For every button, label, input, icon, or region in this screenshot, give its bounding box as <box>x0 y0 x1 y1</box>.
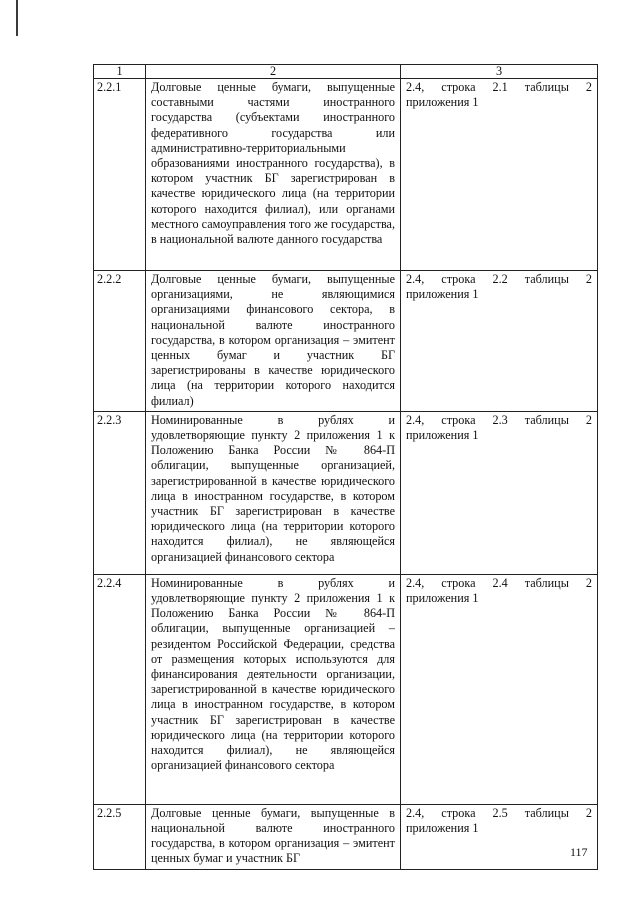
table-row <box>94 804 598 869</box>
row-reference: 2.4, строка 2.5 таблицы 2 приложения 1 <box>401 804 598 869</box>
margin-rule <box>16 0 18 36</box>
row-description: Номинированные в рублях и удовлетворяющие пункту 2 приложения 1 к Положению Банка России № 864-П облигации, выпущенные организацией, зарегистрированной в качестве юридического лица в иностранном государстве, в котором участник БГ зарегистрирован в качестве юридического лица (на территории которого находится филиал), не являющейся организацией финансового сектора <box>146 411 401 574</box>
document-table <box>93 64 598 870</box>
row-reference: 2.4, строка 2.1 таблицы 2 приложения 1 <box>401 79 598 271</box>
row-number: 2.2.4 <box>94 574 146 804</box>
table-row <box>94 79 598 271</box>
row-number: 2.2.1 <box>94 79 146 271</box>
table-row <box>94 271 598 412</box>
row-number: 2.2.3 <box>94 411 146 574</box>
header-col-3: 3 <box>401 65 598 79</box>
row-reference: 2.4, строка 2.2 таблицы 2 приложения 1 <box>401 271 598 412</box>
row-description: Номинированные в рублях и удовлетворяющие пункту 2 приложения 1 к Положению Банка России № 864-П облигации, выпущенные организацией – резидентом Российской Федерации, средства от размещения которых используются для финансирования деятельности организации, зарегистрированной в качестве юридического лица в иностранном государстве, в котором участник БГ зарегистрирован в качестве юридического лица (на территории которого находится филиал), не являющейся организацией финансового сектора <box>146 574 401 804</box>
row-description: Долговые ценные бумаги, выпущенные составными частями иностранного государства (субъектами иностранного федеративного государства или административно-территориальными образованиями иностранного государства), в котором участник БГ зарегистрирован в качестве юридического лица (на территории которого находится филиал), или органами местного самоуправления того же государства, в национальной валюте данного государства <box>146 79 401 271</box>
row-description: Долговые ценные бумаги, выпущенные организациями, не являющимися организациями финансового сектора, в национальной валюте иностранного государства, в котором организация – эмитент ценных бумаг и участник БГ зарегистрированы в качестве юридического лица (на территории которого находится филиал) <box>146 271 401 412</box>
row-description: Долговые ценные бумаги, выпущенные в национальной валюте иностранного государства, в котором организация – эмитент ценных бумаг и участник БГ <box>146 804 401 869</box>
row-reference: 2.4, строка 2.3 таблицы 2 приложения 1 <box>401 411 598 574</box>
row-number: 2.2.5 <box>94 804 146 869</box>
header-col-1: 1 <box>94 65 146 79</box>
page-number: 117 <box>570 845 588 859</box>
row-reference: 2.4, строка 2.4 таблицы 2 приложения 1 <box>401 574 598 804</box>
header-col-2: 2 <box>146 65 401 79</box>
row-number: 2.2.2 <box>94 271 146 412</box>
table-row <box>94 411 598 574</box>
table-header-row <box>94 65 598 79</box>
table-row <box>94 574 598 804</box>
